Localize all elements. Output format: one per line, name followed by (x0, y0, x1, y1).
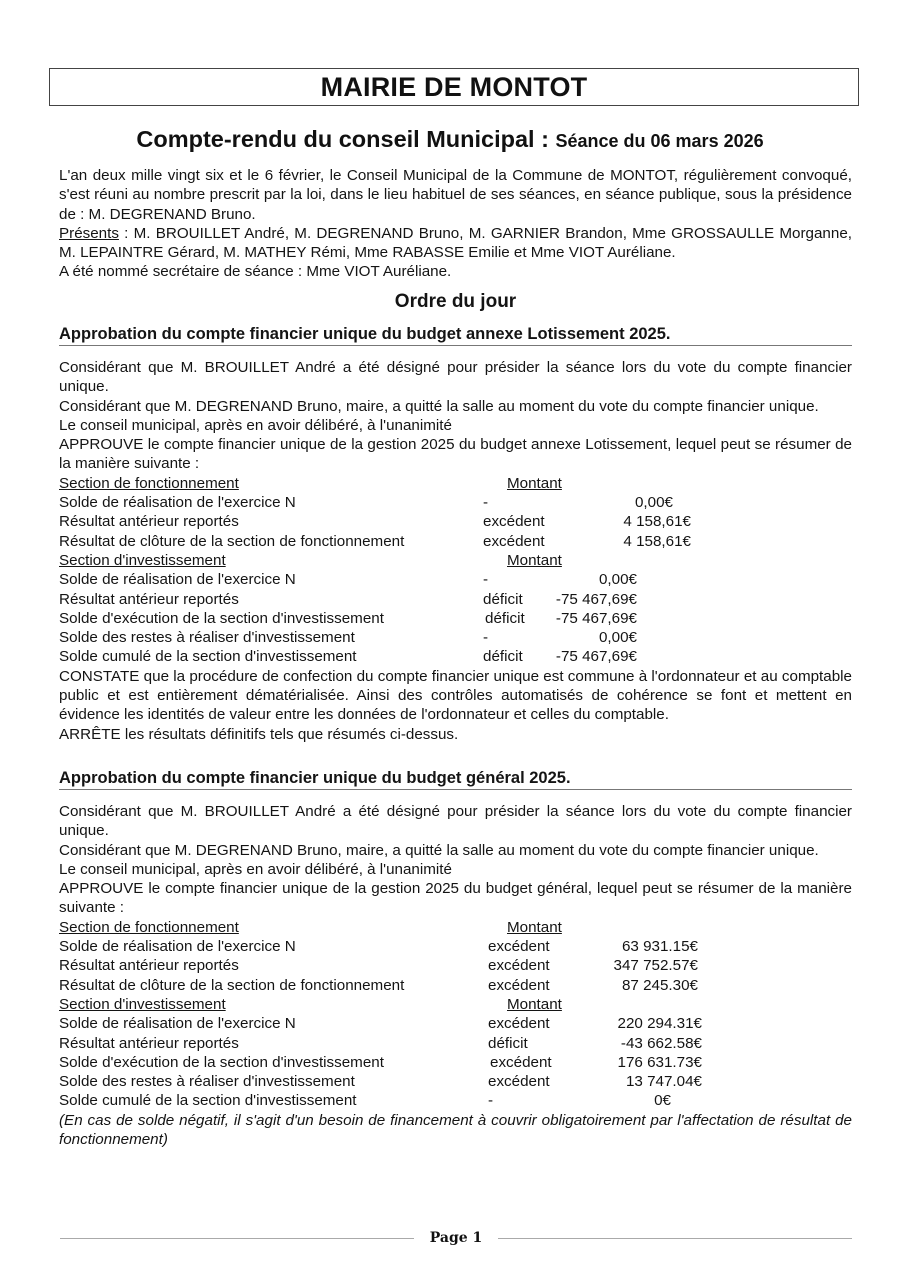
presents-paragraph (59, 224, 852, 263)
page-footer (60, 1227, 852, 1249)
paragraph: Le conseil municipal, après en avoir délibéré, à l'unanimité (59, 416, 452, 434)
fonctionnement-header-row (59, 918, 852, 937)
section-general-body (59, 802, 852, 1149)
meeting-date: Séance du 06 mars 2026 (555, 131, 764, 151)
agenda-title: Ordre du jour (394, 291, 517, 312)
table-row: Solde de réalisation de l'exercice N - 0,00€ (59, 571, 637, 589)
investissement-header-row (59, 995, 852, 1014)
table-row: Résultat antérieur reportés excédent 347 752.57€ (59, 957, 698, 975)
intro-paragraph: L'an deux mille vingt six et le 6 février, le Conseil Municipal de la Commune de MONTOT, régulièrement convoqué, s'est réuni au nombre prescrit par la loi, dans le lieu habituel de ses séances, en séance publique, sous la présidence de : M. DEGRENAND Bruno. (59, 167, 852, 223)
table-row: Résultat antérieur reportés déficit -75 467,69€ (59, 590, 637, 608)
section-investissement-title: Section d'investissement (59, 995, 226, 1013)
section-investissement-title: Section d'investissement (59, 551, 226, 569)
agenda-heading-wrap (59, 292, 852, 311)
constate-paragraph: CONSTATE que la procédure de confection du compte financier unique est commune à l'ordonnateur et au comptable public et est entièrement dématérialisée. Ainsi des contrôles automatisés de cohérence se font et mettent en évidence les identités de valeur entre les données de l'ordonnateur et celles du comptable. (59, 667, 852, 724)
montant-header: Montant (507, 551, 562, 569)
meeting-title (0, 126, 900, 153)
table-row: Solde cumulé de la section d'investissement - 0€ (59, 1092, 671, 1110)
section-general-heading-wrap (59, 769, 852, 790)
paragraph: Considérant que M. BROUILLET André a été désigné pour présider la séance lors du vote du compte financier unique. (59, 803, 852, 840)
table-row: Résultat de clôture de la section de fonctionnement excédent 4 158,61€ (59, 532, 691, 550)
paragraph: Le conseil municipal, après en avoir délibéré, à l'unanimité (59, 860, 452, 878)
table-row: Solde de réalisation de l'exercice N - 0,00€ (59, 494, 673, 512)
table-row: Résultat de clôture de la section de fonctionnement excédent 87 245.30€ (59, 976, 698, 994)
table-row: Résultat antérieur reportés excédent 4 158,61€ (59, 513, 691, 531)
table-row: Solde des restes à réaliser d'investissement - 0,00€ (59, 629, 637, 647)
paragraph: Considérant que M. BROUILLET André a été désigné pour présider la séance lors du vote du compte financier unique. (59, 359, 852, 396)
table-row: Résultat antérieur reportés déficit -43 662.58€ (59, 1034, 702, 1052)
section-lotissement-heading-wrap (59, 325, 852, 346)
presents-label: Présents (59, 224, 119, 242)
arrete-paragraph: ARRÊTE les résultats définitifs tels que résumés ci-dessus. (59, 725, 459, 743)
table-row: Solde des restes à réaliser d'investissement excédent 13 747.04€ (59, 1073, 702, 1091)
table-row: Solde d'exécution de la section d'investissement excédent 176 631.73€ (59, 1053, 702, 1071)
montant-header: Montant (507, 995, 562, 1013)
section-fonctionnement-title: Section de fonctionnement (59, 474, 239, 492)
paragraph: Considérant que M. DEGRENAND Bruno, maire, a quitté la salle au moment du vote du compte financier unique. (59, 841, 819, 859)
section-heading: Approbation du compte financier unique du budget général 2025. (59, 769, 852, 790)
section-lotissement-body (59, 358, 852, 744)
header-box (49, 68, 859, 106)
meeting-title-main: Compte-rendu du conseil Municipal : (136, 126, 556, 152)
section-fonctionnement-title: Section de fonctionnement (59, 918, 239, 936)
intro-block (59, 166, 852, 282)
fonctionnement-header-row (59, 474, 852, 493)
table-row: Solde d'exécution de la section d'investissement déficit -75 467,69€ (59, 609, 637, 627)
note-paragraph: (En cas de solde négatif, il s'agit d'un besoin de financement à couvrir obligatoirement par l'affectation de résultat de fonctionnement) (59, 1111, 852, 1149)
paragraph: Considérant que M. DEGRENAND Bruno, maire, a quitté la salle au moment du vote du compte financier unique. (59, 397, 819, 415)
montant-header: Montant (507, 474, 562, 492)
presents-list: : M. BROUILLET André, M. DEGRENAND Bruno, M. GARNIER Brandon, Mme GROSSAULLE Morganne, M. LEPAINTRE Gérard, M. MATHEY Rémi, Mme RABASSE Emilie et Mme VIOT Auréliane. (59, 224, 852, 262)
secretary-line: A été nommé secrétaire de séance : Mme VIOT Auréliane. (59, 263, 452, 281)
paragraph: APPROUVE le compte financier unique de la gestion 2025 du budget annexe Lotissement, lequel peut se résumer de la manière suivante : (59, 436, 852, 473)
table-row: Solde de réalisation de l'exercice N excédent 63 931.15€ (59, 938, 698, 956)
montant-header: Montant (507, 918, 562, 936)
footer-rule-left (60, 1238, 414, 1239)
mairie-title: MAIRIE DE MONTOT (320, 71, 588, 102)
page-number: Page 1 (429, 1230, 483, 1246)
section-heading: Approbation du compte financier unique du budget annexe Lotissement 2025. (59, 325, 852, 346)
table-row: Solde cumulé de la section d'investissement déficit -75 467,69€ (59, 648, 637, 666)
investissement-header-row (59, 551, 852, 570)
table-row: Solde de réalisation de l'exercice N excédent 220 294.31€ (59, 1015, 702, 1033)
paragraph: APPROUVE le compte financier unique de la gestion 2025 du budget général, lequel peut se résumer de la manière suivante : (59, 880, 852, 917)
footer-rule-right (498, 1238, 852, 1239)
